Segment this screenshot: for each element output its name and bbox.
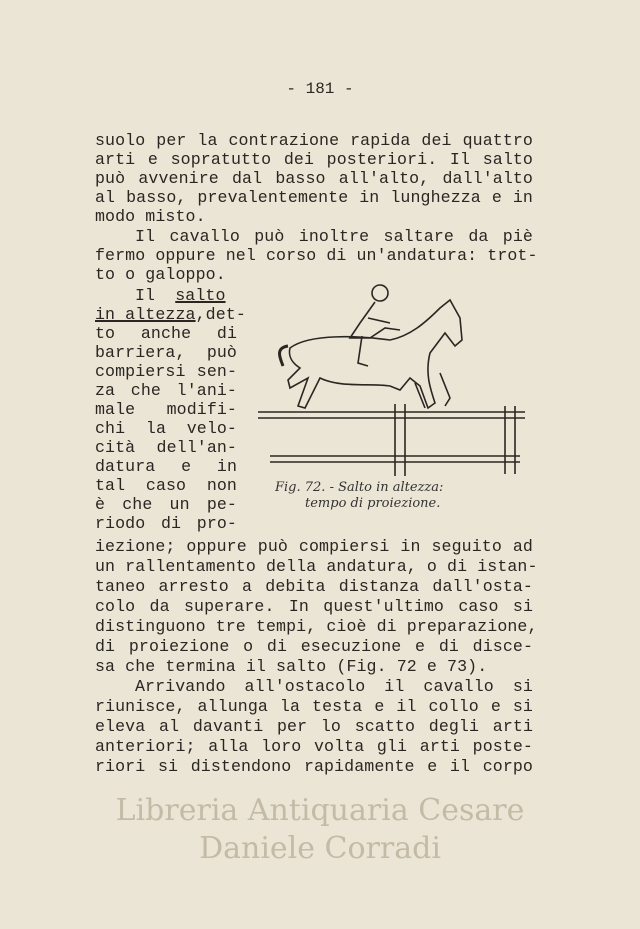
text-line: eleva al davanti per lo scatto degli arti xyxy=(95,717,533,736)
figure-caption xyxy=(275,480,443,512)
caption-line: tempo di proiezione. xyxy=(305,496,441,511)
text-line: male modifi- xyxy=(95,400,237,419)
text-line: fermo oppure nel corso di un'andatura: trot- xyxy=(95,246,538,265)
text-fragment: Il xyxy=(135,286,156,305)
text-line: anteriori; alla loro volta gli arti poste- xyxy=(95,737,533,756)
horse-jump-illustration xyxy=(250,278,535,478)
text-line: al basso, prevalentemente in lunghezza e in xyxy=(95,188,533,207)
caption-line: Fig. 72. - Salto in altezza: xyxy=(275,480,444,495)
text-line: riodo di pro- xyxy=(95,514,237,533)
text-line: barriera, può xyxy=(95,343,237,362)
text-line: riunisce, allunga la testa e il collo e si xyxy=(95,697,533,716)
text-line: può avvenire dal basso all'alto, dall'alto xyxy=(95,169,533,188)
text-line: è che un pe- xyxy=(95,495,237,514)
underlined-term: in altezza xyxy=(95,305,196,324)
text-line: arti e sopratutto dei posteriori. Il salto xyxy=(95,150,533,169)
text-line xyxy=(95,305,246,324)
text-line: colo da superare. In quest'ultimo caso si xyxy=(95,597,533,616)
text-line: suolo per la contrazione rapida dei quattro xyxy=(95,131,533,150)
text-line: to anche di xyxy=(95,324,237,343)
text-line: distinguono tre tempi, cioè di preparazione, xyxy=(95,617,538,636)
underlined-term: salto xyxy=(175,286,226,305)
text-line: za che l'ani- xyxy=(95,381,237,400)
text-line: compiersi sen- xyxy=(95,362,237,381)
text-line: iezione; oppure può compiersi in seguito ad xyxy=(95,537,533,556)
page-number: - 181 - xyxy=(286,80,354,98)
fence xyxy=(258,404,525,476)
watermark: Libreria Antiquaria Cesare Daniele Corradi xyxy=(115,793,525,866)
text-line: Il cavallo può inoltre saltare da piè xyxy=(135,227,533,246)
text-line: taneo arresto a debita distanza dall'osta- xyxy=(95,577,533,596)
text-line: riori si distendono rapidamente e il corpo xyxy=(95,757,533,776)
text-line xyxy=(95,286,237,305)
text-line: modo misto. xyxy=(95,207,206,226)
text-fragment: ,det- xyxy=(195,305,246,324)
text-line: cità dell'an- xyxy=(95,438,237,457)
text-line: un rallentamento della andatura, o di istan- xyxy=(95,557,538,576)
rider xyxy=(350,285,400,366)
horse xyxy=(280,300,463,408)
text-line: chi la velo- xyxy=(95,419,237,438)
text-line: di proiezione o di esecuzione e di disce- xyxy=(95,637,533,656)
text-line: datura e in xyxy=(95,457,237,476)
text-line: tal caso non xyxy=(95,476,237,495)
text-line: to o galoppo. xyxy=(95,265,226,284)
text-line: sa che termina il salto (Fig. 72 e 73). xyxy=(95,657,488,676)
text-line: Arrivando all'ostacolo il cavallo si xyxy=(135,677,533,696)
